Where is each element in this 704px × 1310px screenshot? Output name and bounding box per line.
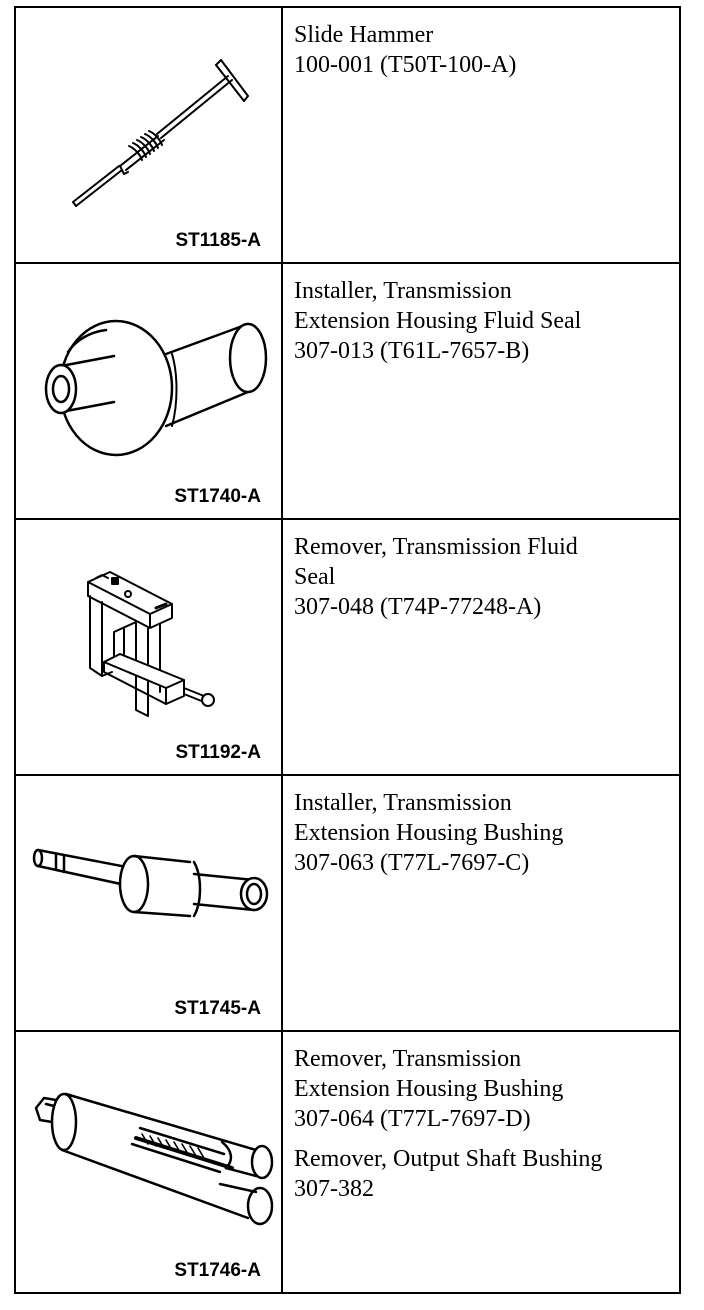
bushing-installer-icon	[16, 776, 281, 1030]
figure-label: ST1740-A	[174, 486, 261, 507]
tool-row	[16, 8, 679, 264]
tool-description	[283, 1032, 679, 1292]
special-tools-table	[14, 6, 681, 1294]
tool-row	[16, 776, 679, 1032]
tool-row	[16, 520, 679, 776]
tool-row	[16, 1032, 679, 1292]
tool-description	[283, 520, 679, 774]
tool-name: Extension Housing Fluid Seal	[294, 308, 582, 334]
figure-label: ST1185-A	[175, 230, 261, 251]
tool-illustration-cell	[16, 8, 283, 262]
tool-row	[16, 264, 679, 520]
seal-installer-icon	[16, 264, 281, 518]
figure-label: ST1192-A	[175, 742, 261, 763]
tool-name: Remover, Transmission	[294, 1046, 522, 1072]
tool-number: 307-064 (T77L-7697-D)	[294, 1106, 531, 1132]
tool-number: 307-382	[294, 1176, 374, 1202]
seal-remover-icon	[16, 520, 281, 774]
tool-name: Extension Housing Bushing	[294, 1076, 564, 1102]
tool-name: Extension Housing Bushing	[294, 820, 564, 846]
tool-description	[283, 776, 679, 1030]
bushing-remover-icon	[16, 1032, 281, 1286]
figure-label: ST1746-A	[174, 1260, 261, 1281]
tool-name: Installer, Transmission	[294, 278, 512, 304]
tool-number: 307-048 (T74P-77248-A)	[294, 594, 542, 620]
tool-name: Installer, Transmission	[294, 790, 512, 816]
tool-illustration-cell	[16, 1032, 283, 1292]
tool-number: 307-063 (T77L-7697-C)	[294, 850, 530, 876]
tool-name: Seal	[294, 564, 336, 590]
tool-name: Slide Hammer	[294, 22, 434, 48]
tool-number: 100-001 (T50T-100-A)	[294, 52, 517, 78]
tool-illustration-cell	[16, 520, 283, 774]
tool-description	[283, 8, 679, 262]
tool-illustration-cell	[16, 776, 283, 1030]
slide-hammer-icon	[16, 8, 281, 262]
tool-illustration-cell	[16, 264, 283, 518]
tool-description	[283, 264, 679, 518]
tool-number: 307-013 (T61L-7657-B)	[294, 338, 530, 364]
figure-label: ST1745-A	[174, 998, 261, 1019]
tool-name: Remover, Output Shaft Bushing	[294, 1146, 603, 1172]
tool-name: Remover, Transmission Fluid	[294, 534, 578, 560]
